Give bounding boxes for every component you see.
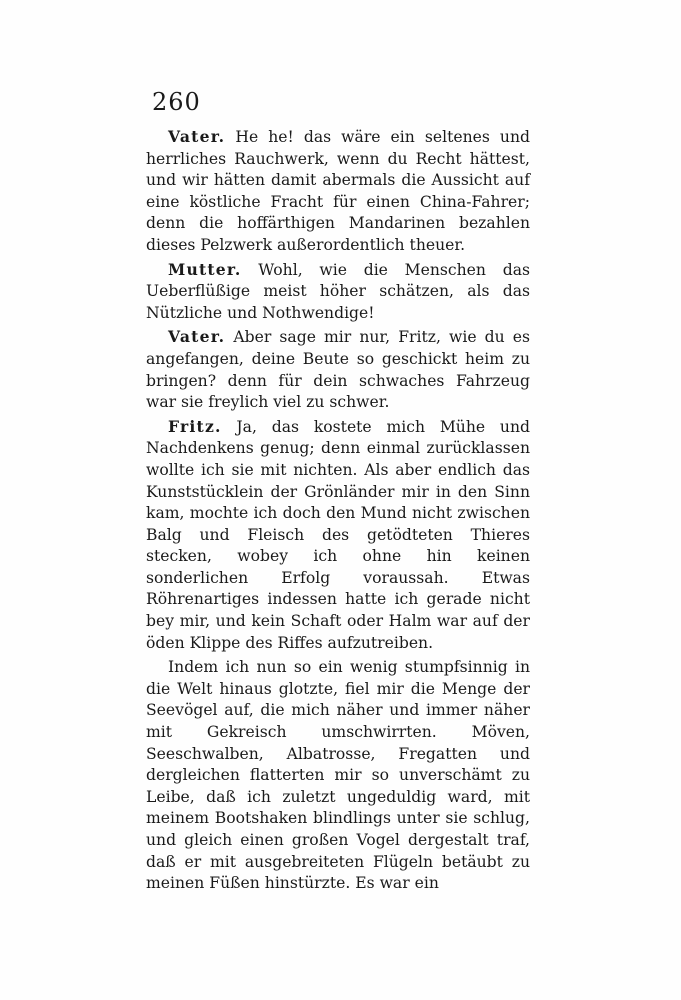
paragraph (146, 416, 530, 655)
page-number: 260 (152, 88, 201, 116)
speaker-name: Mutter. (168, 259, 242, 279)
paragraph-text: He he! das wäre ein seltenes und herrliches Rauchwerk, wenn du Recht hättest, und wir hätten damit abermals die Aussicht auf eine köstliche Fracht für einen China-Fahrer; denn die hoffärthigen Mandarinen bezahlen dieses Pelzwerk außerordentlich theuer. (146, 128, 530, 254)
paragraph-text: Indem ich nun so ein wenig stumpfsinnig in die Welt hinaus glotzte, fiel mir die Menge der Seevögel auf, die mich näher und immer näher mit Gekreisch umschwirrten. Möven, Seeschwalben, Albatrosse, Fregatten und dergleichen flatterten mir so unverschämt zu Leibe, daß ich zuletzt ungeduldig ward, mit meinem Bootshaken blindlings unter sie schlug, und gleich einen großen Vogel dergestalt traf, daß er mit ausgebreiteten Flügeln betäubt zu meinen Füßen hinstürzte. Es war ein (146, 658, 530, 893)
speaker-name: Vater. (168, 327, 226, 347)
paragraph (146, 656, 530, 895)
paragraph (146, 126, 530, 257)
paragraph (146, 326, 530, 413)
speaker-name: Vater. (168, 127, 226, 146)
paragraph-text: Ja, das kostete mich Mühe und Nachdenkens genug; denn einmal zurücklassen wollte ich sie mit nichten. Als aber endlich das Kunststücklein der Grönländer mir in den Sinn kam, mochte ich doch den Mund nicht zwischen Balg und Fleisch des getödteten Thieres stecken, wobey ich ohne hin keinen sonderlichen Erfolg voraussah. Etwas Röhrenartiges indessen hatte ich gerade nicht bey mir, und kein Schaft oder Halm war auf der öden Klippe des Riffes aufzutreiben. (146, 417, 530, 652)
paragraph-text: Aber sage mir nur, Fritz, wie du es angefangen, deine Beute so geschickt heim zu bringen? denn für dein schwaches Fahrzeug war sie freylich viel zu schwer. (146, 328, 530, 412)
speaker-name: Fritz. (168, 416, 222, 436)
body-text (146, 126, 530, 897)
paragraph (146, 259, 530, 325)
paragraph-text: Wohl, wie die Menschen das Ueberflüßige meist höher schätzen, als das Nützliche und Nothwendige! (146, 260, 530, 322)
